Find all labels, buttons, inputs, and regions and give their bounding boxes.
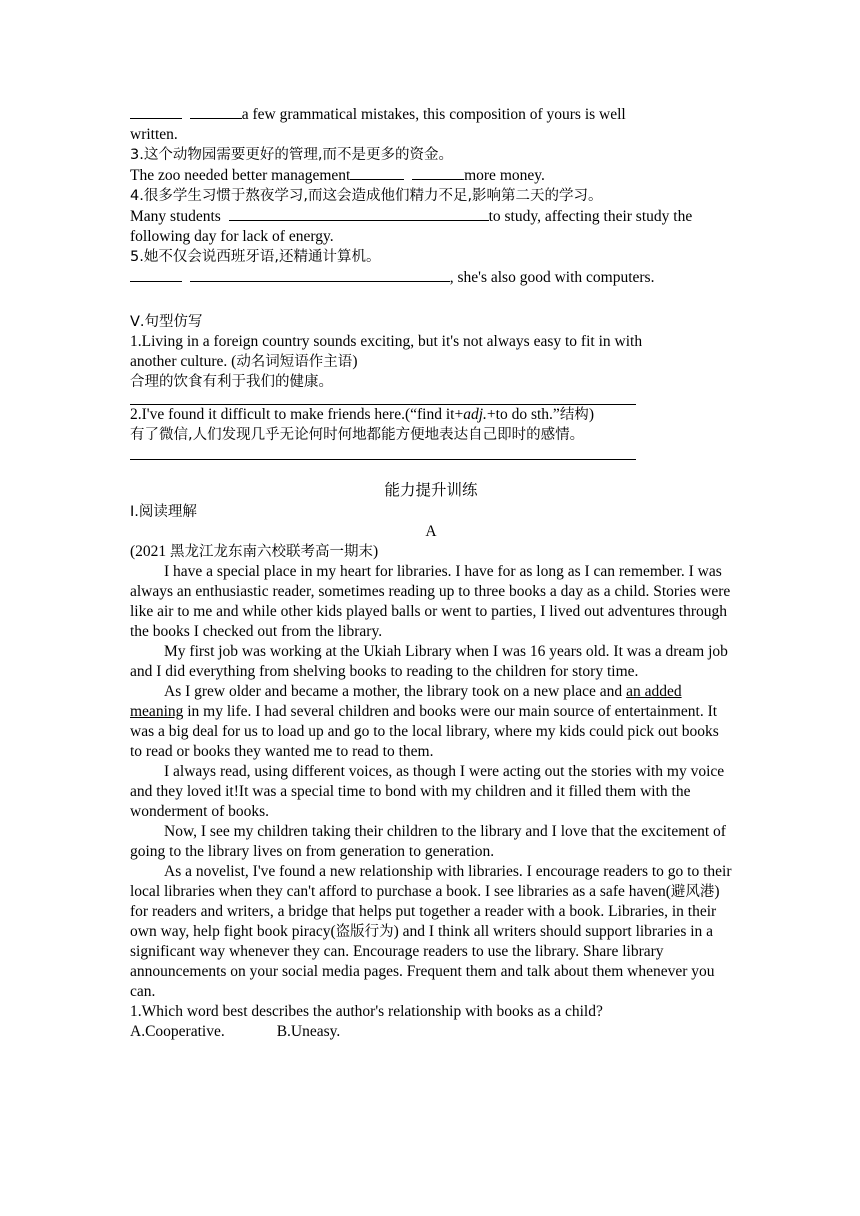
item-4-chinese: 4.很多学生习惯于熬夜学习,而这会造成他们精力不足,影响第二天的学习。 — [130, 188, 603, 204]
item-5-line — [130, 267, 732, 288]
source-text: (2021 — [130, 543, 171, 560]
reading-section-heading: Ⅰ.阅读理解 — [130, 504, 197, 520]
item-text: ) — [588, 406, 594, 423]
item-3-line — [130, 165, 732, 186]
item-2-text: a few grammatical mistakes, this composition of yours is well — [241, 106, 626, 123]
paragraph-text: ) and I think all writers should support libraries in a significant way whenever they can. Encourage readers to use the library. Share library announcements on your social media pages. Frequent them and talk about them whenever you can. — [130, 923, 715, 1000]
section-5-item-1-chinese: 合理的饮食有利于我们的健康。 — [130, 374, 333, 390]
item-hint: 动名词短语作主语 — [236, 354, 353, 370]
passage-label: A — [425, 523, 437, 540]
paragraph-text: As a novelist, I've found a new relationship with libraries. I encourage readers to go to their local libraries when they can't afford to purchase a book. I see libraries as a safe haven( — [130, 863, 732, 900]
item-2-continuation: written. — [130, 126, 178, 143]
item-text-italic: adj. — [463, 406, 487, 423]
paragraph: My first job was working at the Ukiah Library when I was 16 years old. It was a dream job and I did everything from shelving books to reading to the children for story time. — [130, 643, 728, 680]
answer-blank[interactable] — [229, 206, 489, 221]
item-3-chinese: 3.这个动物园需要更好的管理,而不是更多的资金。 — [130, 147, 453, 163]
item-hint: 结构 — [559, 407, 589, 423]
item-text: +to do sth.” — [486, 406, 560, 423]
paragraph-text: ) for readers and writers, a bridge that helps put together a reader with a book. Libraries, in their own way, help fight book piracy( — [130, 883, 720, 940]
option-b[interactable]: B.Uneasy. — [276, 1023, 341, 1040]
section-5-item-2 — [130, 405, 732, 425]
item-5-text: , she's also good with computers. — [449, 269, 655, 286]
source-text: 黑龙江龙东南六校联考高一期末 — [170, 544, 374, 560]
paragraph: Now, I see my children taking their children to the library and I love that the excitement of going to the library lives on from generation to generation. — [130, 823, 726, 860]
answer-line[interactable] — [130, 392, 636, 405]
section-5-item-2-chinese: 有了微信,人们发现几乎无论何时何地都能方便地表达自己即时的感情。 — [130, 427, 585, 443]
answer-blank[interactable] — [190, 267, 450, 282]
section-5-item-1-cont — [130, 352, 732, 372]
item-4-line — [130, 206, 732, 227]
answer-line[interactable] — [130, 445, 636, 460]
paragraph-gloss: 避风港 — [670, 884, 715, 900]
option-a[interactable]: A.Cooperative. — [130, 1023, 225, 1040]
paragraph-gloss: 盗版行为 — [335, 924, 394, 940]
item-2-line — [130, 104, 732, 125]
answer-blank[interactable] — [130, 104, 182, 119]
answer-blank[interactable] — [130, 267, 182, 282]
passage-source — [130, 542, 732, 562]
item-4-text: Many students — [130, 208, 221, 225]
question-1-options — [130, 1022, 732, 1042]
section-5-item-1: 1.Living in a foreign country sounds exciting, but it's not always easy to fit in with — [130, 333, 643, 350]
training-title: 能力提升训练 — [384, 481, 478, 499]
item-text: another culture. ( — [130, 353, 237, 370]
item-3-text: The zoo needed better management — [130, 167, 351, 184]
answer-blank[interactable] — [350, 165, 404, 180]
underlined-phrase: an added meaning — [130, 683, 682, 720]
paragraph: I always read, using different voices, as though I were acting out the stories with my voice and they loved it!It was a special time to bond with my children and it filled them with the wonderment of books. — [130, 763, 725, 820]
paragraph-text: in my life. I had several children and books were our main source of entertainment. It was a big deal for us to load up and go to the local library, where my kids could pick out books to read or books they wanted me to read to them. — [130, 703, 719, 760]
item-text: 2.I've found it difficult to make friends here.(“find it+ — [130, 406, 464, 423]
item-3-text: more money. — [464, 167, 545, 184]
item-4-text: to study, affecting their study the — [488, 208, 693, 225]
section-5-heading: Ⅴ.句型仿写 — [130, 314, 203, 330]
item-5-chinese: 5.她不仅会说西班牙语,还精通计算机。 — [130, 249, 381, 265]
answer-blank[interactable] — [190, 104, 242, 119]
paragraph: I have a special place in my heart for libraries. I have for as long as I can remember. I was always an enthusiastic reader, sometimes reading up to three books a day as a child. Stories were like air to me and while other kids played balls or went to parties, I lived out adventures through the books I checked out from the library. — [130, 563, 731, 640]
item-4-continuation: following day for lack of energy. — [130, 228, 334, 245]
paragraph — [130, 862, 732, 1002]
answer-blank[interactable] — [412, 165, 464, 180]
source-text: ) — [373, 543, 379, 560]
document-body — [130, 104, 732, 1042]
question-1: 1.Which word best describes the author's relationship with books as a child? — [130, 1003, 603, 1020]
item-text: ) — [352, 353, 358, 370]
paragraph — [130, 682, 732, 762]
paragraph-text: As I grew older and became a mother, the library took on a new place and — [164, 683, 627, 700]
